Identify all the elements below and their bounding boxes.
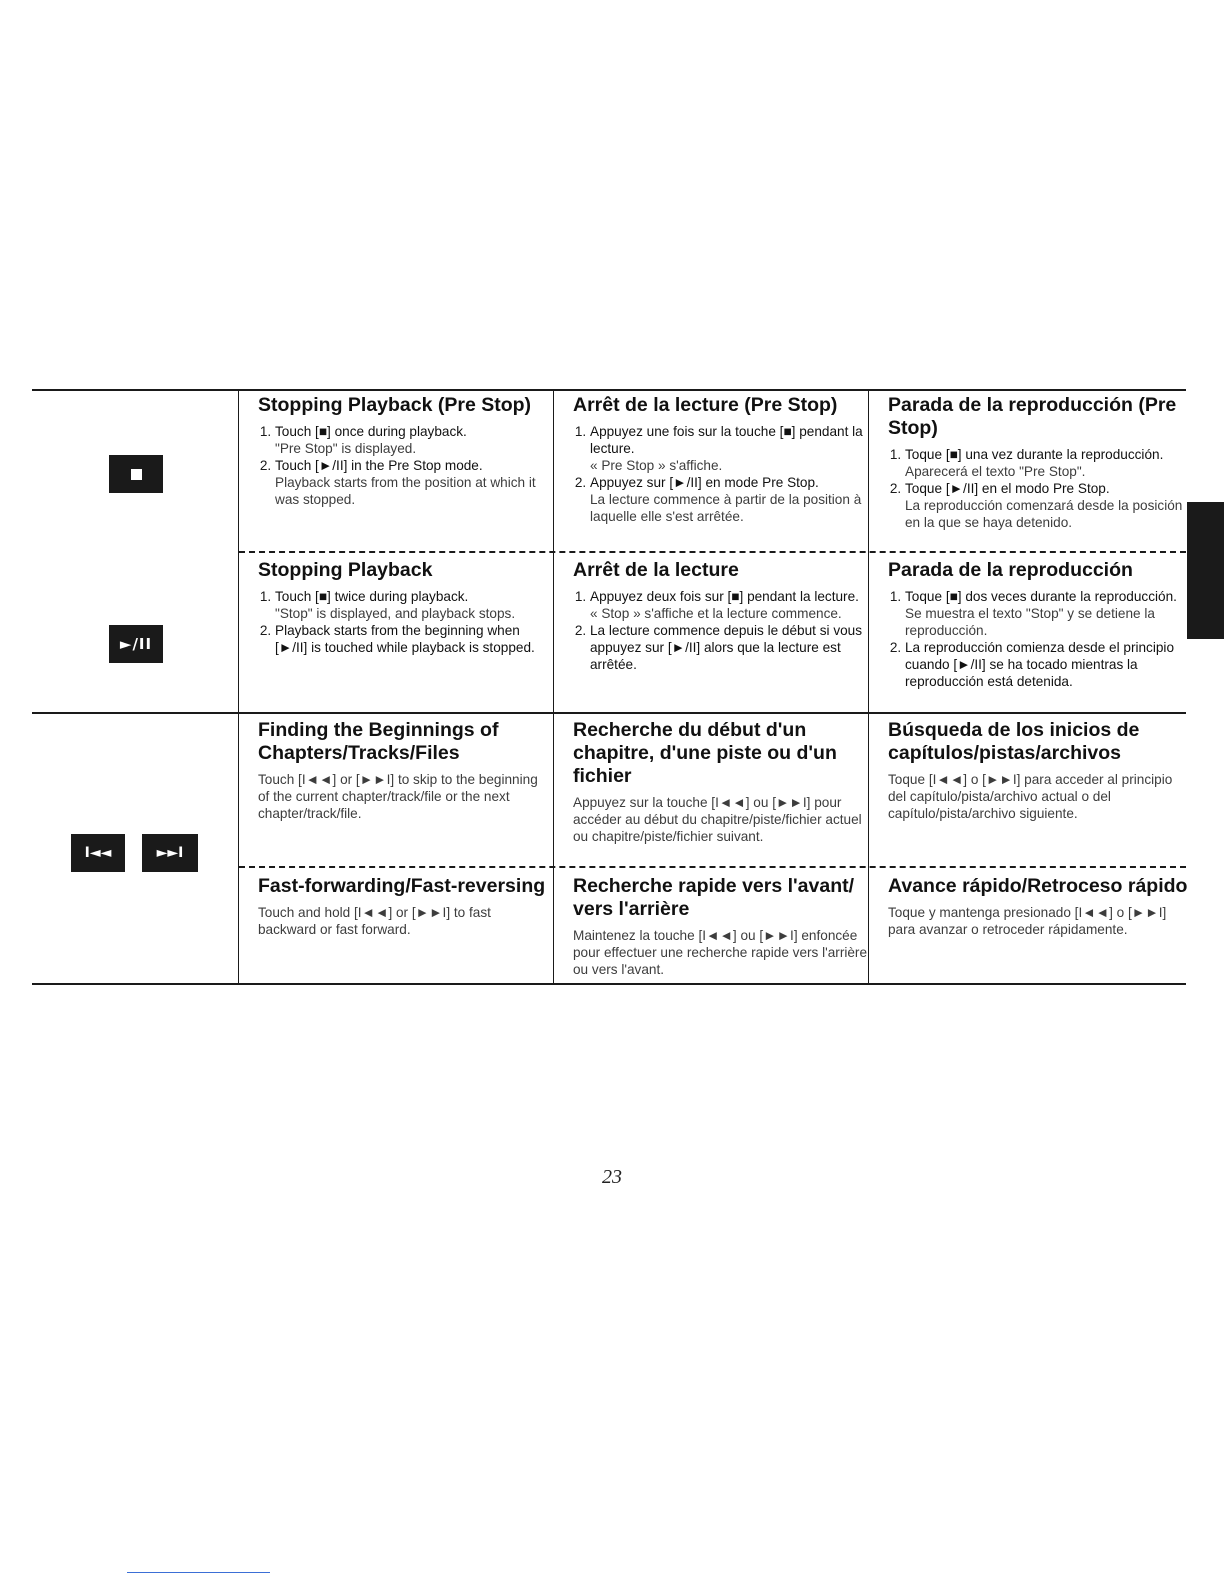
fast-fr-cell — [573, 875, 870, 978]
stop-es-cell — [888, 559, 1188, 690]
page-number: 23 — [602, 1166, 622, 1188]
step-list — [258, 423, 552, 508]
step-list — [888, 446, 1188, 531]
step-item — [905, 639, 1188, 690]
section-title: Recherche du début d'un chapitre, d'une piste ou d'un fichier — [573, 719, 837, 787]
section-title: Arrêt de la lecture — [573, 559, 739, 581]
section-title: Arrêt de la lecture (Pre Stop) — [573, 394, 838, 416]
section-title: Avance rápido/Retroceso rápido — [888, 875, 1188, 897]
step-list — [573, 423, 870, 525]
play-pause-button-icon: ►/II — [109, 625, 163, 663]
skip-es-cell — [888, 719, 1188, 822]
step-result: La lecture commence à partir de la position à laquelle elle s'est arrêtée. — [590, 492, 862, 524]
stop-button-icon — [109, 455, 163, 493]
pre-stop-en-cell — [258, 394, 552, 508]
section-title: Parada de la reproducción — [888, 559, 1133, 581]
step-result: La reproducción comenzará desde la posición en la que se haya detenido. — [905, 498, 1183, 530]
section-tab-marker — [1187, 502, 1224, 639]
section-title: Recherche rapide vers l'avant/ vers l'arrière — [573, 875, 855, 920]
section-title: Fast-forwarding/Fast-reversing — [258, 875, 546, 897]
step-instruction: Toque [■] dos veces durante la reproducción. — [905, 589, 1177, 604]
step-instruction: Touch [■] twice during playback. — [275, 589, 469, 604]
skip-back-button-icon: I◄◄ — [71, 834, 125, 872]
step-list — [258, 588, 552, 656]
table-bottom-rule — [32, 983, 1186, 985]
step-item — [590, 474, 870, 525]
step-item — [275, 423, 552, 457]
row-divider-dashed-2 — [239, 866, 1186, 868]
column-divider-2 — [553, 390, 554, 984]
section-text: Touch and hold [I◄◄] or [►►I] to fast backward or fast forward. — [258, 905, 491, 937]
stop-fr-cell — [573, 559, 870, 673]
step-result: "Stop" is displayed, and playback stops. — [275, 606, 516, 621]
step-item — [905, 588, 1188, 639]
step-instruction: Appuyez une fois sur la touche [■] pendant la lecture. — [590, 424, 863, 456]
section-title: Parada de la reproducción (Pre Stop) — [888, 394, 1177, 439]
step-instruction: Appuyez deux fois sur [■] pendant la lecture. — [590, 589, 859, 604]
stop-square-icon — [131, 469, 142, 480]
step-item — [590, 588, 870, 622]
step-instruction: Toque [►/II] en el modo Pre Stop. — [905, 481, 1110, 496]
skip-forward-button-icon: ►►I — [142, 834, 198, 872]
step-instruction: Appuyez sur [►/II] en mode Pre Stop. — [590, 475, 819, 490]
section-text: Toque y mantenga presionado [I◄◄] o [►►I] para avanzar o retroceder rápidamente. — [888, 905, 1167, 937]
column-divider-1 — [238, 390, 239, 984]
row-divider-dashed-1 — [239, 551, 1186, 553]
step-result: Aparecerá el texto "Pre Stop". — [905, 464, 1086, 479]
fast-en-cell — [258, 875, 552, 938]
fast-es-cell — [888, 875, 1188, 938]
step-instruction: Touch [►/II] in the Pre Stop mode. — [275, 458, 483, 473]
footer-link-underline — [127, 1572, 270, 1573]
skip-fr-cell — [573, 719, 870, 845]
step-result: "Pre Stop" is displayed. — [275, 441, 417, 456]
table-top-rule — [32, 389, 1186, 391]
step-instruction: Toque [■] una vez durante la reproducción. — [905, 447, 1164, 462]
section-title: Stopping Playback (Pre Stop) — [258, 394, 532, 416]
section-title: Finding the Beginnings of Chapters/Tracks/Files — [258, 719, 499, 764]
step-list — [888, 588, 1188, 690]
pre-stop-fr-cell — [573, 394, 870, 525]
step-item — [590, 423, 870, 474]
step-instruction: La reproducción comienza desde el principio cuando [►/II] se ha tocado mientras la reproducción está detenida. — [905, 640, 1175, 689]
step-result: Se muestra el texto "Stop" y se detiene la reproducción. — [905, 606, 1155, 638]
step-item — [275, 622, 552, 656]
step-instruction: La lecture commence depuis le début si vous appuyez sur [►/II] alors que la lecture est arrêtée. — [590, 623, 863, 672]
section-text: Touch [I◄◄] or [►►I] to skip to the beginning of the current chapter/track/file or the next chapter/track/file. — [258, 772, 538, 821]
step-item — [275, 588, 552, 622]
step-item — [905, 446, 1188, 480]
step-result: « Stop » s'affiche et la lecture commence. — [590, 606, 842, 621]
step-item — [590, 622, 870, 673]
stop-en-cell — [258, 559, 552, 656]
section-text: Toque [I◄◄] o [►►I] para acceder al principio del capítulo/pista/archivo actual o del capítulo/pista/archivo siguiente. — [888, 772, 1173, 821]
step-item — [275, 457, 552, 508]
step-item — [905, 480, 1188, 531]
step-list — [573, 588, 870, 673]
step-instruction: Playback starts from the beginning when [►/II] is touched while playback is stopped. — [275, 623, 535, 655]
section-title: Búsqueda de los inicios de capítulos/pistas/archivos — [888, 719, 1140, 764]
section-text: Maintenez la touche [I◄◄] ou [►►I] enfoncée pour effectuer une recherche rapide vers l'arrière ou vers l'avant. — [573, 928, 868, 977]
step-result: « Pre Stop » s'affiche. — [590, 458, 723, 473]
section-title: Stopping Playback — [258, 559, 433, 581]
table-middle-rule — [32, 712, 1186, 714]
skip-en-cell — [258, 719, 552, 822]
step-instruction: Touch [■] once during playback. — [275, 424, 467, 439]
step-result: Playback starts from the position at which it was stopped. — [275, 475, 536, 507]
section-text: Appuyez sur la touche [I◄◄] ou [►►I] pour accéder au début du chapitre/piste/fichier actuel ou chapitre/piste/fichier suivant. — [573, 795, 862, 844]
pre-stop-es-cell — [888, 394, 1188, 531]
